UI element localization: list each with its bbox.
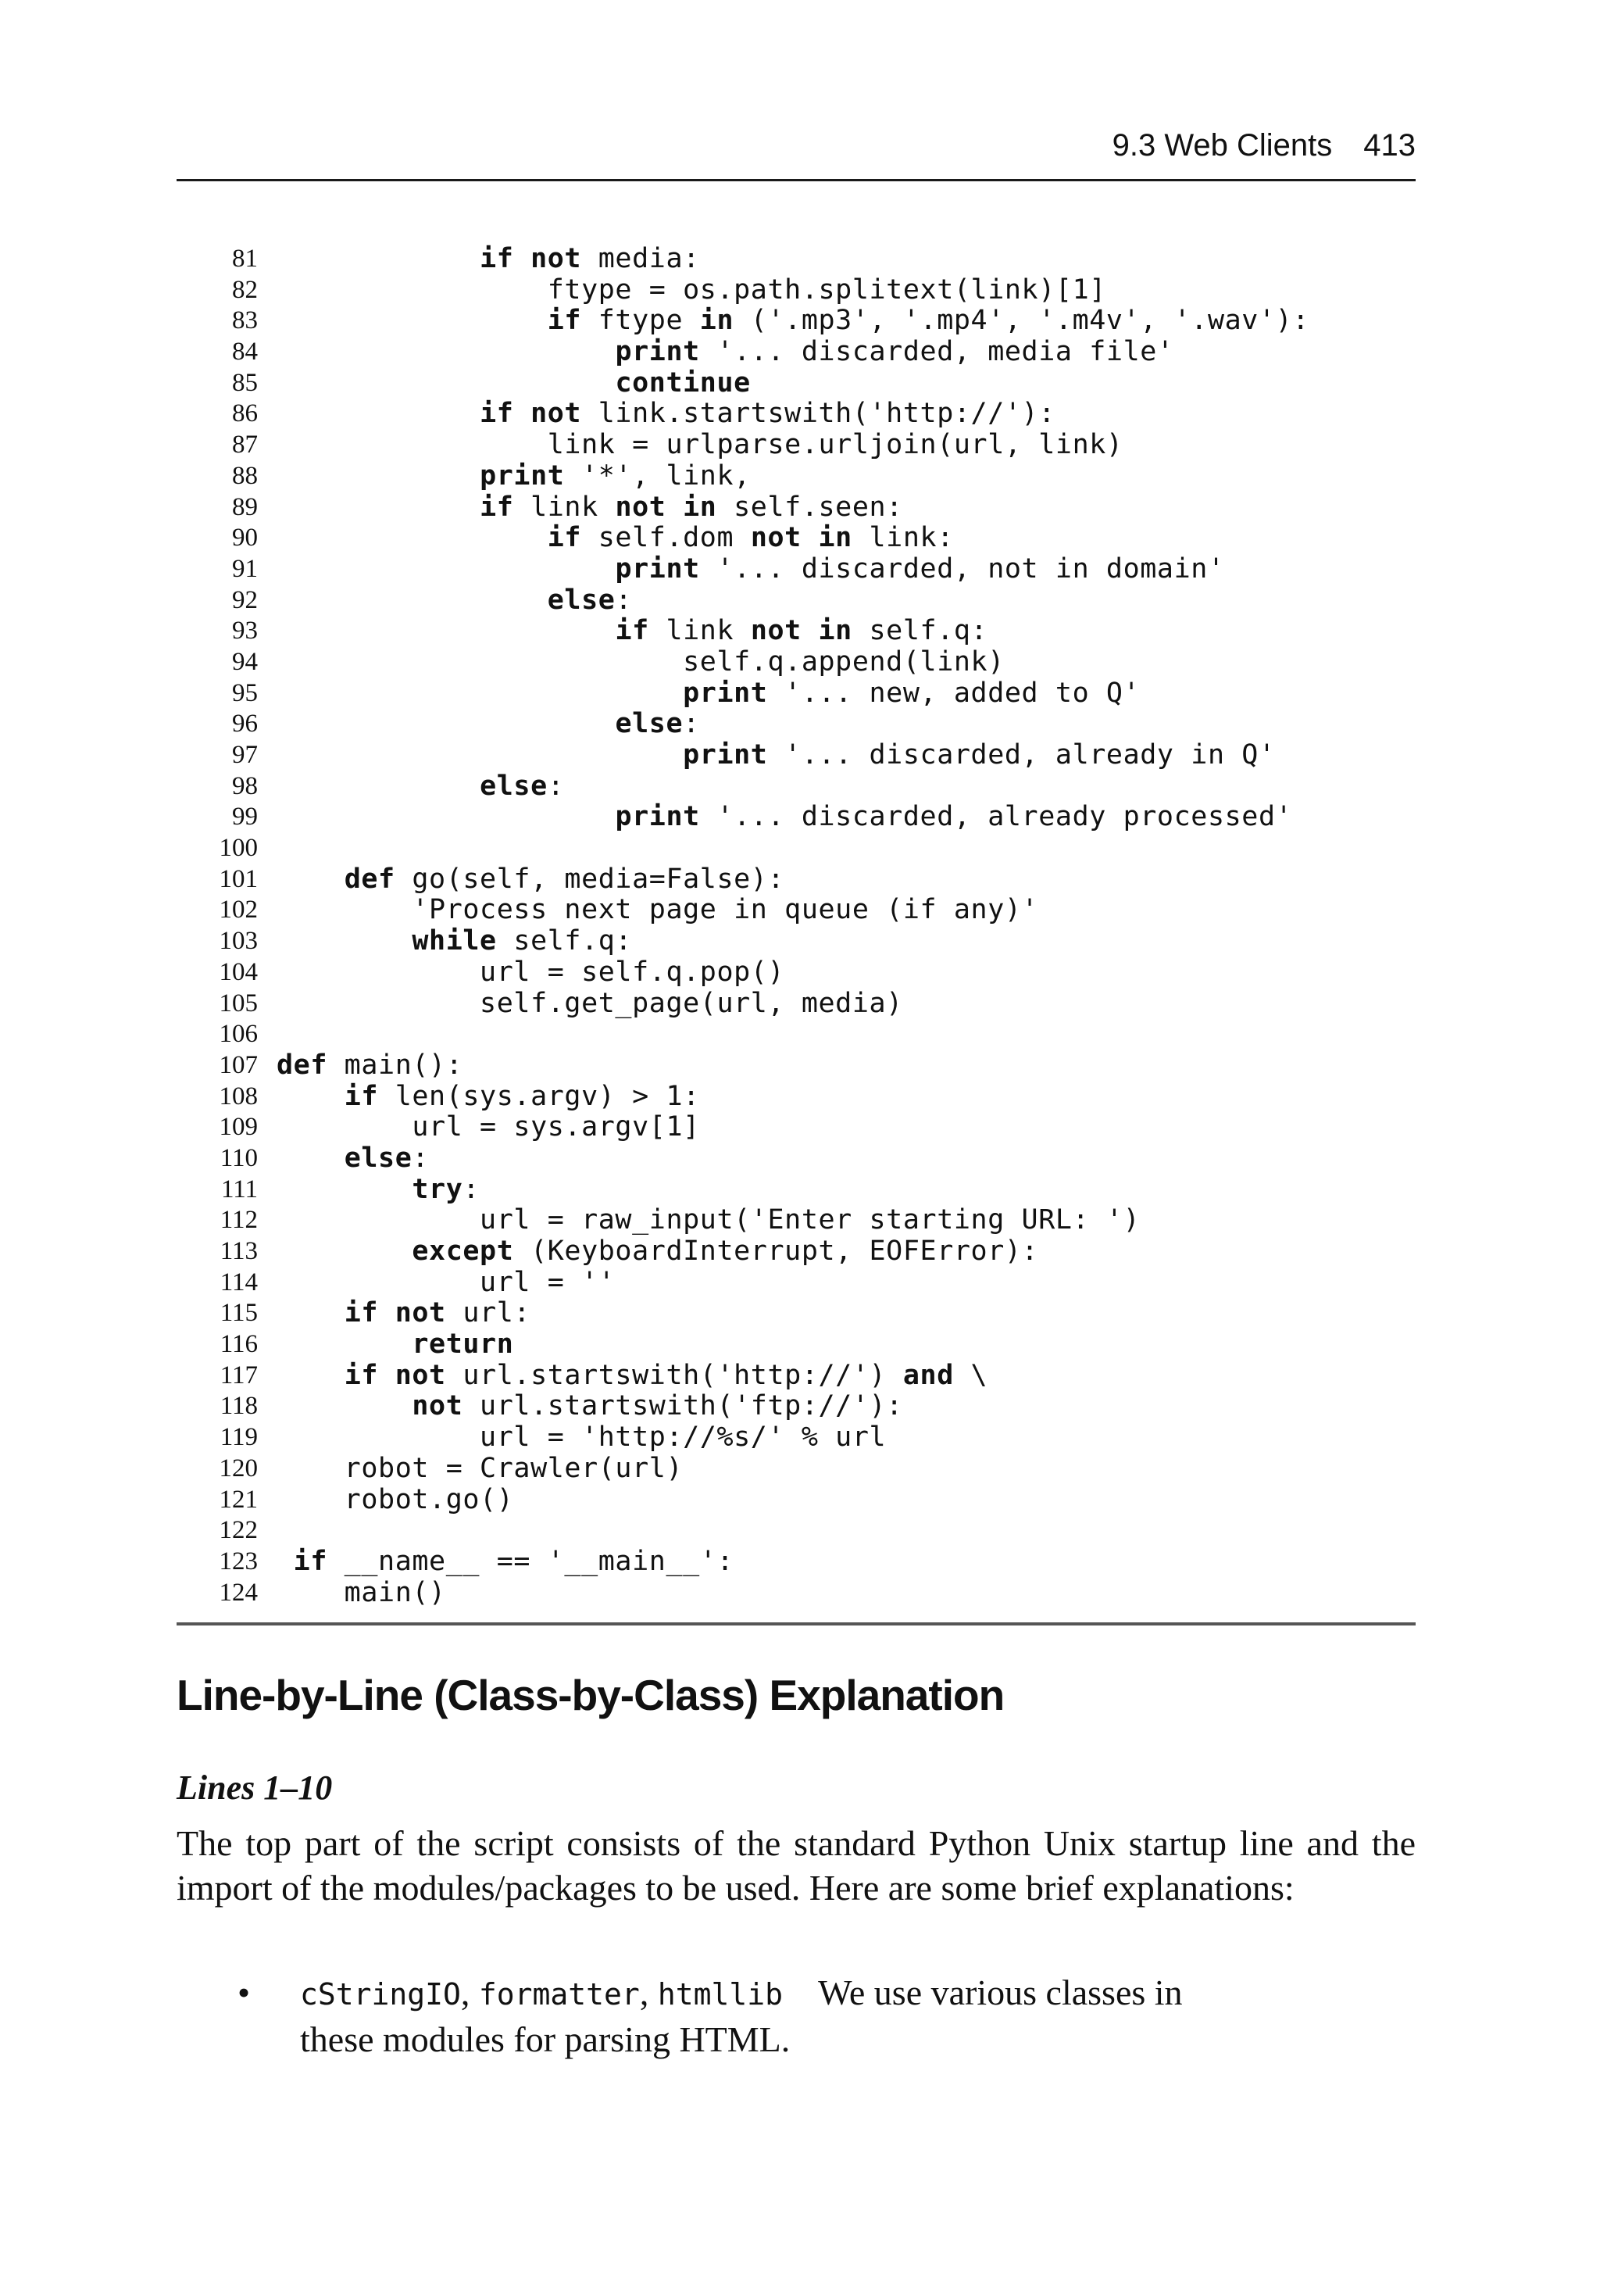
line-number: 123 <box>219 1547 258 1575</box>
code-segment: ftype <box>581 305 700 337</box>
code-line <box>177 833 1416 864</box>
code-segment <box>277 1546 294 1577</box>
code-segment: url = '' <box>277 1266 616 1298</box>
line-number: 104 <box>219 957 258 986</box>
code-line <box>177 430 1416 461</box>
code-line <box>177 1082 1416 1113</box>
code-keyword: if <box>293 1545 328 1577</box>
code-text <box>277 1454 683 1485</box>
code-text <box>277 957 784 989</box>
line-number: 92 <box>232 585 258 614</box>
code-line <box>177 647 1416 678</box>
code-text <box>277 864 784 896</box>
line-number: 115 <box>220 1299 258 1328</box>
line-number: 95 <box>232 678 258 707</box>
code-keyword: if <box>344 1080 379 1112</box>
code-segment <box>513 398 530 429</box>
code-text <box>277 1361 988 1392</box>
code-keyword: def <box>344 863 395 895</box>
code-line <box>177 957 1416 989</box>
running-head-section: 9.3 Web Clients <box>1112 128 1333 163</box>
code-line <box>177 1422 1416 1454</box>
code-segment <box>277 615 615 646</box>
code-end-rule <box>177 1622 1416 1625</box>
code-segment: '*', link, <box>564 460 751 492</box>
code-line <box>177 461 1416 492</box>
line-number: 109 <box>219 1113 258 1142</box>
bullet-text-line1: We use various classes in <box>818 1972 1183 2012</box>
code-segment: url: <box>445 1297 531 1329</box>
code-segment: '... new, added to Q' <box>767 677 1141 709</box>
code-line <box>177 585 1416 617</box>
separator: , <box>460 1972 479 2012</box>
code-keyword: in <box>683 491 717 523</box>
line-number: 99 <box>232 803 258 831</box>
bullet-text-line2: these modules for parsing HTML. <box>300 2019 791 2059</box>
line-number: 122 <box>219 1516 258 1545</box>
code-segment: : <box>412 1142 430 1174</box>
code-keyword: not <box>615 491 666 523</box>
code-segment <box>802 615 819 646</box>
code-segment <box>277 1174 412 1205</box>
code-keyword: continue <box>615 367 751 399</box>
line-number: 113 <box>220 1237 258 1265</box>
code-segment: self.get_page(url, media) <box>277 987 903 1019</box>
line-number: 101 <box>219 864 258 893</box>
code-segment: '... discarded, media file' <box>699 336 1174 368</box>
line-number: 117 <box>220 1361 258 1389</box>
code-line <box>177 1361 1416 1392</box>
header-rule <box>177 179 1416 181</box>
line-number: 107 <box>219 1050 258 1079</box>
code-keyword: else <box>344 1142 412 1174</box>
code-term: cStringIO <box>300 1977 461 2012</box>
code-segment <box>277 1360 345 1391</box>
code-keyword: def <box>277 1049 328 1081</box>
code-line <box>177 1175 1416 1206</box>
code-segment: link <box>513 491 616 523</box>
line-number: 85 <box>232 368 258 397</box>
code-line <box>177 1143 1416 1175</box>
code-segment <box>277 739 683 771</box>
code-keyword: except <box>412 1236 514 1267</box>
code-text <box>277 926 632 957</box>
code-line <box>177 1268 1416 1299</box>
page-number: 413 <box>1363 128 1416 163</box>
line-number: 82 <box>232 275 258 304</box>
code-segment: url = self.q.pop() <box>277 956 785 988</box>
code-segment: \ <box>953 1359 988 1391</box>
line-number: 84 <box>232 338 258 367</box>
code-segment: go(self, media=False): <box>395 863 785 895</box>
code-keyword: not <box>395 1297 446 1329</box>
code-segment <box>378 1297 395 1329</box>
code-line <box>177 1547 1416 1578</box>
code-segment: main() <box>277 1576 446 1608</box>
code-segment <box>277 367 615 399</box>
line-number: 108 <box>219 1082 258 1110</box>
code-term: formatter <box>478 1977 640 2012</box>
code-keyword: else <box>547 584 616 616</box>
code-segment: __name__ == '__main__': <box>327 1545 734 1577</box>
code-keyword: not <box>395 1359 446 1391</box>
code-text <box>277 1422 886 1454</box>
line-number: 91 <box>232 554 258 583</box>
line-number: 100 <box>219 834 258 863</box>
code-text <box>277 647 1005 678</box>
code-text <box>277 430 1123 461</box>
code-line <box>177 771 1416 803</box>
code-line <box>177 244 1416 275</box>
code-segment: robot = Crawler(url) <box>277 1452 684 1484</box>
code-text <box>277 306 1309 337</box>
code-segment <box>277 336 615 367</box>
code-segment <box>277 585 548 616</box>
line-number: 87 <box>232 431 258 460</box>
code-text <box>277 1082 700 1113</box>
code-line <box>177 616 1416 647</box>
code-keyword: if <box>547 305 582 337</box>
code-text <box>277 1298 530 1329</box>
code-segment <box>277 801 615 832</box>
line-number: 120 <box>219 1454 258 1482</box>
code-keyword: print <box>615 553 700 585</box>
code-line <box>177 1236 1416 1268</box>
code-text <box>277 244 700 275</box>
code-keyword: print <box>615 336 700 368</box>
code-keyword: if <box>480 491 514 523</box>
code-segment: : <box>615 584 633 616</box>
code-text <box>277 1578 446 1609</box>
code-segment: ('.mp3', '.mp4', '.m4v', '.wav'): <box>734 305 1309 337</box>
code-text <box>277 554 1225 585</box>
code-segment <box>277 1081 345 1112</box>
line-number: 90 <box>232 524 258 553</box>
code-line <box>177 895 1416 926</box>
code-segment: self.dom <box>581 522 751 554</box>
line-number: 124 <box>219 1578 258 1607</box>
code-segment: : <box>547 770 565 802</box>
code-segment <box>378 1360 395 1391</box>
code-text <box>277 709 700 740</box>
code-line <box>177 275 1416 306</box>
code-segment: link: <box>852 522 954 554</box>
code-keyword: else <box>615 708 684 740</box>
line-number: 96 <box>232 710 258 739</box>
code-segment <box>277 1329 412 1360</box>
code-segment <box>277 708 615 739</box>
line-number: 112 <box>220 1206 258 1235</box>
code-line <box>177 678 1416 710</box>
code-line <box>177 740 1416 771</box>
line-number: 103 <box>219 927 258 956</box>
line-number: 89 <box>232 492 258 521</box>
code-text <box>277 523 954 554</box>
code-segment: : <box>683 708 700 740</box>
line-number: 97 <box>232 741 258 769</box>
code-segment <box>277 925 412 957</box>
code-keyword: not <box>530 243 582 274</box>
code-line <box>177 368 1416 399</box>
code-segment: self.q: <box>852 615 988 647</box>
code-text <box>277 337 1174 368</box>
code-segment: self.q.append(link) <box>277 646 1005 678</box>
code-listing <box>177 244 1416 1608</box>
code-text <box>277 1205 1140 1236</box>
code-segment: ftype = os.path.splitext(link)[1] <box>277 274 1106 306</box>
line-number: 83 <box>232 306 258 335</box>
line-number: 121 <box>219 1485 258 1514</box>
code-line <box>177 926 1416 957</box>
code-line <box>177 1019 1416 1050</box>
code-text <box>277 1268 615 1299</box>
bullet-body <box>300 1970 1273 2062</box>
code-text <box>277 275 1106 306</box>
code-segment <box>277 553 615 585</box>
code-segment: url = raw_input('Enter starting URL: ') <box>277 1204 1141 1236</box>
line-number: 114 <box>220 1268 258 1296</box>
running-head <box>177 122 1416 169</box>
code-keyword: if <box>615 615 649 647</box>
code-line <box>177 802 1416 833</box>
code-segment: media: <box>581 243 700 274</box>
code-segment: self.seen: <box>716 491 903 523</box>
code-keyword: and <box>902 1359 954 1391</box>
line-number: 102 <box>219 896 258 924</box>
code-line <box>177 1485 1416 1516</box>
code-line <box>177 554 1416 585</box>
code-line <box>177 709 1416 740</box>
bullet-item <box>238 1970 1273 2062</box>
code-segment <box>277 864 345 895</box>
code-segment: self.q: <box>496 925 633 957</box>
code-segment <box>277 243 480 274</box>
bullet-marker: • <box>238 1972 251 2012</box>
code-segment <box>277 678 683 709</box>
code-segment <box>277 492 480 523</box>
code-text <box>277 1175 480 1206</box>
code-segment <box>802 522 819 553</box>
line-number: 88 <box>232 461 258 490</box>
code-text <box>277 678 1140 710</box>
code-keyword: if <box>480 398 514 430</box>
code-keyword: not <box>412 1390 463 1422</box>
code-keyword: in <box>699 305 734 337</box>
line-number: 86 <box>232 399 258 428</box>
code-text <box>277 1547 734 1578</box>
code-keyword: not <box>750 522 802 554</box>
code-keyword: print <box>615 801 700 833</box>
code-segment <box>513 243 530 274</box>
code-keyword: print <box>480 460 565 492</box>
code-segment: '... discarded, already processed' <box>699 801 1293 833</box>
code-segment <box>277 1297 345 1329</box>
code-segment: main(): <box>327 1049 463 1081</box>
code-line <box>177 337 1416 368</box>
code-keyword: if <box>344 1359 379 1391</box>
line-number: 118 <box>220 1392 258 1421</box>
line-number: 116 <box>220 1330 258 1359</box>
code-segment: : <box>462 1173 480 1205</box>
code-text <box>277 740 1276 771</box>
code-text <box>277 585 632 617</box>
code-line <box>177 523 1416 554</box>
code-segment: url.startswith('ftp://'): <box>462 1390 903 1422</box>
code-text <box>277 1112 700 1143</box>
code-line <box>177 1112 1416 1143</box>
code-segment <box>277 460 480 492</box>
code-keyword: while <box>412 925 497 957</box>
code-line <box>177 399 1416 430</box>
body-paragraph: The top part of the script consists of the standard Python Unix startup line and the import of the modules/packages to be used. Here are some brief explanations: <box>177 1823 1416 1908</box>
code-text <box>277 1329 513 1361</box>
separator: , <box>639 1972 658 2012</box>
code-segment: link.startswith('http://'): <box>581 398 1055 430</box>
line-number: 94 <box>232 647 258 676</box>
code-line <box>177 1515 1416 1547</box>
code-segment: link <box>648 615 751 647</box>
code-text <box>277 1485 513 1516</box>
code-line <box>177 1205 1416 1236</box>
code-text <box>277 461 751 492</box>
line-number: 105 <box>219 989 258 1017</box>
code-segment <box>277 398 480 429</box>
code-line <box>177 1454 1416 1485</box>
code-keyword: try <box>412 1173 463 1205</box>
code-text <box>277 989 903 1020</box>
code-segment: url = 'http://%s/' % url <box>277 1422 887 1454</box>
code-segment: 'Process next page in queue (if any)' <box>277 894 1039 926</box>
code-segment <box>277 305 548 336</box>
code-text <box>277 492 903 524</box>
code-text <box>277 1236 1038 1268</box>
code-line <box>177 1329 1416 1361</box>
code-term: htmllib <box>657 1977 783 2012</box>
code-text <box>277 895 1038 926</box>
code-line <box>177 306 1416 337</box>
line-number: 93 <box>232 617 258 646</box>
subhead: Lines 1–10 <box>177 1768 333 1807</box>
code-segment <box>277 1390 412 1422</box>
code-segment <box>277 1143 345 1174</box>
code-segment: len(sys.argv) > 1: <box>378 1080 700 1112</box>
line-number: 81 <box>232 245 258 273</box>
line-number: 110 <box>220 1143 258 1172</box>
code-text <box>277 368 751 399</box>
code-text <box>277 399 1055 430</box>
code-segment <box>277 771 480 802</box>
code-line <box>177 989 1416 1020</box>
code-segment: url = sys.argv[1] <box>277 1111 700 1143</box>
code-segment: robot.go() <box>277 1483 514 1515</box>
code-keyword: in <box>818 522 852 554</box>
code-keyword: return <box>412 1329 514 1361</box>
code-text <box>277 771 564 803</box>
code-segment <box>277 1236 412 1267</box>
code-segment: '... discarded, already in Q' <box>767 739 1276 771</box>
section-title: Line-by-Line (Class-by-Class) Explanation <box>177 1671 1005 1719</box>
code-line <box>177 1298 1416 1329</box>
code-keyword: else <box>480 770 548 802</box>
code-text <box>277 1050 462 1082</box>
line-number: 119 <box>220 1423 258 1452</box>
code-line <box>177 864 1416 896</box>
code-keyword: if <box>547 522 582 554</box>
code-keyword: print <box>683 677 768 709</box>
code-segment: link = urlparse.urljoin(url, link) <box>277 429 1123 461</box>
code-text <box>277 1143 429 1175</box>
code-segment <box>666 492 683 523</box>
code-segment: url.startswith('http://') <box>445 1359 903 1391</box>
code-keyword: not <box>750 615 802 647</box>
code-line <box>177 492 1416 524</box>
code-keyword: if <box>344 1297 379 1329</box>
code-line <box>177 1050 1416 1082</box>
code-text <box>277 616 988 647</box>
line-number: 98 <box>232 771 258 800</box>
code-text <box>277 802 1292 833</box>
code-text <box>277 1391 903 1422</box>
code-line <box>177 1391 1416 1422</box>
code-keyword: if <box>480 243 514 274</box>
line-number: 106 <box>219 1020 258 1049</box>
line-number: 111 <box>220 1175 258 1203</box>
code-segment: '... discarded, not in domain' <box>699 553 1225 585</box>
code-line <box>177 1578 1416 1609</box>
code-segment: (KeyboardInterrupt, EOFError): <box>513 1236 1039 1267</box>
code-segment <box>277 522 548 553</box>
code-keyword: print <box>683 739 768 771</box>
code-keyword: not <box>530 398 582 430</box>
code-keyword: in <box>818 615 852 647</box>
